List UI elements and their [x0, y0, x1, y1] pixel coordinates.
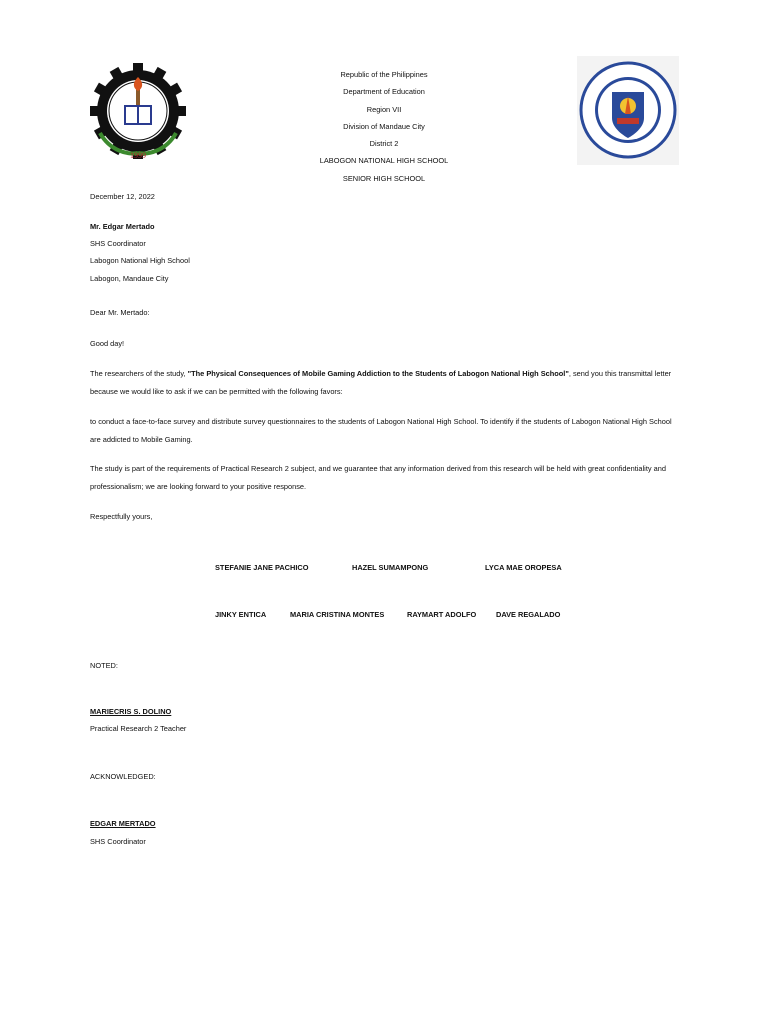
paragraph-3: The study is part of the requirements of Practical Research 2 subject, and we guarantee that any information derived from this research will be held with great confidentiality and professionalism; we are looking forward to your positive response.	[90, 464, 666, 491]
paragraph-1-intro: The researchers of the study,	[90, 369, 188, 378]
researcher-name: DAVE REGALADO	[496, 610, 561, 619]
researcher-name: STEFANIE JANE PACHICO	[215, 563, 309, 572]
researcher-name: LYCA MAE OROPESA	[485, 563, 562, 572]
school-seal-logo	[88, 63, 192, 163]
header-line-7: SENIOR HIGH SCHOOL	[342, 174, 426, 183]
header-line-2: Department of Education	[343, 87, 425, 96]
researcher-name: MARIA CRISTINA MONTES	[290, 610, 385, 619]
researcher-name: RAYMART ADOLFO	[407, 610, 477, 619]
header-line-1: Republic of the Philippines	[340, 70, 428, 79]
acknowledged-title: SHS Coordinator	[90, 837, 146, 846]
closing: Respectfully yours,	[90, 512, 153, 521]
recipient-address: Labogon, Mandaue City	[90, 274, 169, 283]
noted-title: Practical Research 2 Teacher	[90, 724, 187, 733]
paragraph-2: to conduct a face-to-face survey and distribute survey questionnaires to the students of Labogon National High School. To identify if the students of Labogon National High School are addicted to Mobile Gaming.	[90, 417, 672, 444]
header-line-4: Division of Mandaue City	[343, 122, 425, 131]
acknowledged-name: EDGAR MERTADO	[90, 819, 156, 828]
deped-seal-logo	[577, 56, 679, 165]
paragraph-1	[90, 365, 680, 400]
noted-name: MARIECRIS S. DOLINO	[90, 707, 172, 716]
noted-label: NOTED:	[90, 661, 118, 670]
greeting: Good day!	[90, 339, 125, 348]
acknowledged-label: ACKNOWLEDGED:	[90, 772, 156, 781]
recipient-school: Labogon National High School	[90, 256, 190, 265]
letter-date: December 12, 2022	[90, 192, 155, 201]
recipient-name: Mr. Edgar Mertado	[90, 222, 155, 231]
seal-year: 1999	[130, 151, 146, 160]
researcher-name: HAZEL SUMAMPONG	[352, 563, 429, 572]
header-line-6: LABOGON NATIONAL HIGH SCHOOL	[319, 156, 449, 165]
study-title: "The Physical Consequences of Mobile Gaming Addiction to the Students of Labogon National High School"	[187, 369, 569, 378]
header-line-5: District 2	[369, 139, 399, 148]
header-line-3: Region VII	[366, 105, 402, 114]
salutation: Dear Mr. Mertado:	[90, 308, 150, 317]
researcher-name: JINKY ENTICA	[215, 610, 267, 619]
paragraph-1-rest: , send you this transmittal letter because we would like to ask if we can be permitted with the following favors:	[90, 369, 672, 396]
recipient-title: SHS Coordinator	[90, 239, 146, 248]
